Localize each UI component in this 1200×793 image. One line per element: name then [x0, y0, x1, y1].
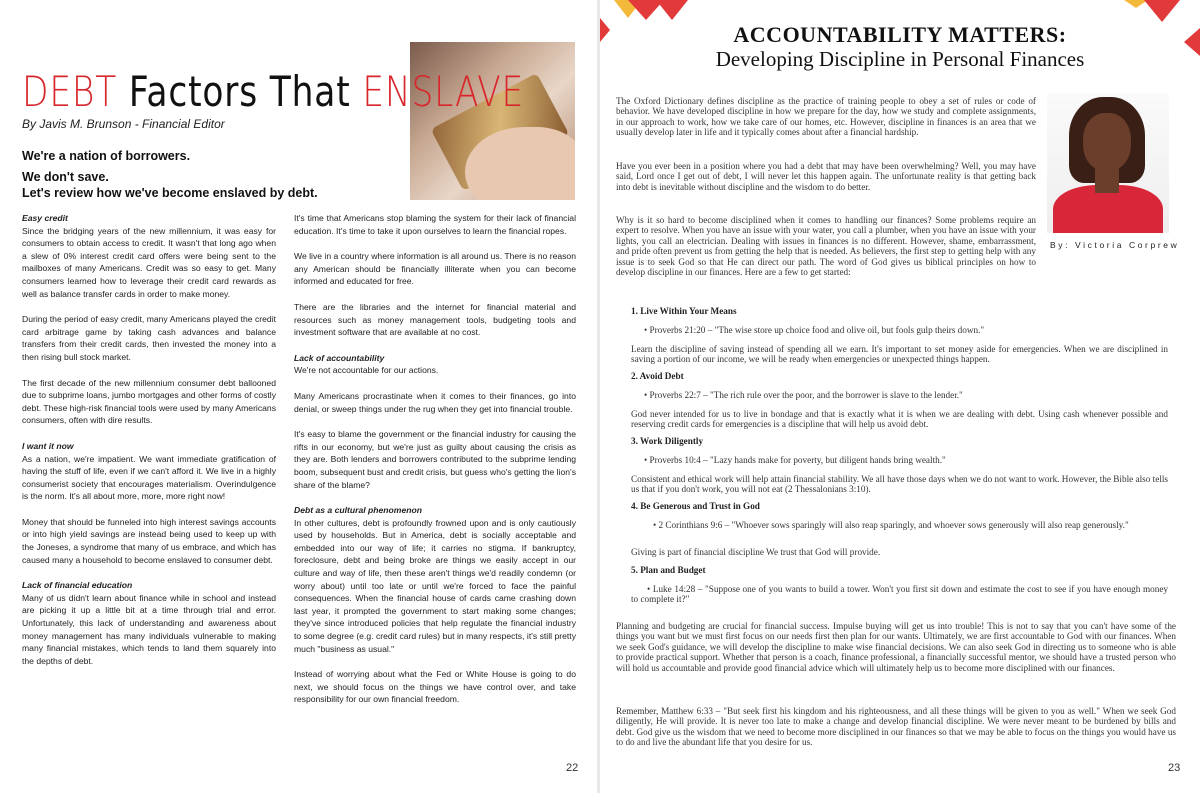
paragraph-text: During the period of easy credit, many Americans played the credit card arbitrage game by taking cash advances and balance transfers from their credit cards, then invested the money into a then rising bull stock market. — [22, 314, 276, 362]
lead-line: We don't save. — [22, 170, 109, 184]
article-paragraph — [294, 212, 576, 237]
article-paragraph — [22, 440, 276, 503]
step-text: God never intended for us to live in bondage and that is exactly what it is when we are dealing with debt. Using cash whenever possible and reserving credit cards for emergencies is a discipline that will help us avoid debt. — [631, 409, 1168, 430]
paragraph-text: It's time that Americans stop blaming the system for their lack of financial education. It's time to take it upon ourselves to learn the financial ropes. — [294, 213, 576, 236]
author-photo — [1047, 93, 1169, 233]
paragraph-text: The first decade of the new millennium consumer debt ballooned due to subprime loans, jumbo mortgages and other forms of costly debt. These high-risk financial tools were used by many Americans consumers, often with dire results. — [22, 377, 276, 426]
step-verse: • Proverbs 10:4 – "Lazy hands make for poverty, but diligent hands bring wealth." — [644, 455, 946, 465]
step-heading: 2. Avoid Debt — [631, 371, 684, 381]
step-text: Learn the discipline of saving instead of spending all we earn. It's important to set money aside for emergencies. When we are disciplined in saving a portion of our income, we will be ready when emergencies or unexpected things happen. — [631, 344, 1168, 365]
closing-paragraph: Remember, Matthew 6:33 – "But seek first his kingdom and his righteousness, and all these things will be given to you as well." When we seek God diligently, He will provide. It is never too late to make a change and develop financial discipline. We were never meant to be burdened by bills and debt. God give us the wisdom that we need to become more disciplined in our finances so that we may be able to focus on the things you would have us to do and live the abundant life that you desire for us. — [616, 706, 1176, 748]
article-title — [22, 66, 525, 118]
article-title: ACCOUNTABILITY MATTERS: — [733, 22, 1067, 47]
paragraph-text: There are the libraries and the internet for financial material and resources such as money management tools, budgeting tools and investment software that are available at no cost. — [294, 301, 576, 338]
title-enslave: ENSLAVE — [362, 67, 525, 116]
paragraph-text: We're not accountable for our actions. — [294, 365, 439, 376]
section-heading: Easy credit — [22, 213, 68, 223]
closing-paragraph: Planning and budgeting are crucial for financial success. Impulse buying will get us into trouble! This is not to say that you can't have some of the things you want but we must first focus on our needs first then plan for our wants. Ultimately, we are first accountable to God with our finances. When we seek God's guidance, we will develop the discipline to make wise financial decisions. We can also seek God in directing us to someone who is able to provide practical support. Whether that person is a coach, finance professional, a financially successful mentor, we should have a trusted person who will hold us accountable and provide good financial advice which will ultimately help us to become more disciplined with our finances. — [616, 621, 1176, 673]
lead-line: We're a nation of borrowers. — [22, 149, 191, 163]
article-paragraph — [294, 301, 576, 339]
paragraph-text: Since the bridging years of the new millennium, it was easy for consumers to obtain access to credit. It wasn't that long ago when a slew of 0% interest credit card offers were being sent to the mailboxes of many Americans. Credit was so easy to get. Many consumers learned how to leverage their credit card rewards as well as balance transfer cards in order to make money. — [22, 225, 276, 299]
section-heading: I want it now — [22, 440, 74, 451]
lead-line: Let's review how we've become enslaved by debt. — [22, 186, 318, 200]
article-paragraph — [22, 516, 276, 566]
step-heading: 3. Work Diligently — [631, 436, 704, 446]
page-number: 23 — [1168, 762, 1181, 774]
step-verse: • 2 Corinthians 9:6 – "Whoever sows sparingly will also reap sparingly, and whoever sows generously will also reap generously." — [653, 520, 1129, 530]
paragraph-text: Many Americans procrastinate when it comes to their finances, go into denial, or sweep things under the rug when they get into financial trouble. — [294, 390, 576, 414]
paragraph-text: It's easy to blame the government or the financial industry for causing the rifts in our economy, but we're just as guilty about causing the crisis as they are. Both lenders and borrowers contributed to the subprime lending boom, subsequent bust and credit crisis, but guess who's getting the lion's share of the blame? — [294, 429, 576, 490]
intro-paragraph: The Oxford Dictionary defines discipline as the practice of training people to obey a set of rules or code of behavior. We have developed discipline in how we prepare for the day, how we study and complete assignments, in our approach to work, how we take care of our homes, etc. However, discipline in finances is an area that we usually develop later in life and it typically comes about after a financial hardship. — [616, 96, 1036, 138]
step-text: Consistent and ethical work will help attain financial stability. We all have those days when we do not want to work. However, the Bible also tells us that if you don't work, you will not eat (2 Thessalonians 3:10). — [631, 474, 1168, 495]
article-paragraph — [294, 668, 576, 706]
step-verse: • Proverbs 21:20 – "The wise store up choice food and olive oil, but fools gulp theirs down." — [644, 325, 985, 335]
section-heading: Lack of financial education — [22, 580, 133, 591]
intro-paragraph: Have you ever been in a position where you had a debt that may have been overwhelming? Well, you may have said, Lord once I get out of debt, I will never let this happen again. The unfortunate reality is that getting back into debt is inevitable without discipline and the wisdom to do better. — [616, 161, 1036, 192]
step-heading: 5. Plan and Budget — [631, 565, 706, 575]
section-heading: Lack of accountability — [294, 352, 385, 363]
paragraph-text: As a nation, we're impatient. We want immediate gratification of having the stuff of life, even if we can't afford it. We live in a highly consumerist society that encourages materialism. Overindulgence is the norm. It's all about more, more, more right now! — [22, 453, 276, 502]
intro-paragraph: Why is it so hard to become disciplined when it comes to handling our finances? Some problems require an expert to resolve. When you have an issue with your water, you call a plumber, when you have an issue with your lights, you call an electrician. Dealing with issues in finances is no different. However, shame, embarrassment, and pride often prevent us from getting the help that is needed. As believers, the first step to getting help with any issue is to seek God so that He can direct our path. The word of God gives us biblical principles on how to develop discipline in our finances. Here are a few to get started: — [616, 215, 1036, 278]
step-verse: • Proverbs 22:7 – "The rich rule over the poor, and the borrower is slave to the lender." — [644, 390, 963, 400]
lead-text — [22, 148, 318, 201]
article-subtitle: Developing Discipline in Personal Finances — [715, 47, 1085, 71]
title-debt: DEBT — [22, 67, 118, 116]
left-page — [0, 0, 597, 793]
decor-triangle — [656, 0, 688, 20]
paragraph-text: In other cultures, debt is profoundly frowned upon and is only cautiously used by households. But in America, debt is socially acceptable and embedded into our way of life; it carries no stigma. If bankruptcy, foreclosure, debt and being broke are things we easily accept in our culture and way of life, then these aren't things we'd readily condemn (or worry about) until too late or until we're forced to face the painful consequences. When the financial house of cards came crashing down last year, it prompted the government to start making some changes; they've since introduced policies that help regulate the financial industry to some degree (e.g. credit card rules) but in many respects, it's still pretty much "business as usual." — [294, 517, 576, 654]
article-paragraph — [294, 504, 576, 655]
paragraph-text: We live in a country where information is all around us. There is no reason any American should be financially illiterate when you can become informed and educated for free. — [294, 251, 576, 287]
article-paragraph — [294, 250, 576, 288]
right-page — [600, 0, 1200, 793]
article-paragraph — [22, 313, 276, 363]
article-paragraph — [22, 579, 276, 667]
decor-triangle — [1144, 0, 1180, 22]
byline: By Javis M. Brunson - Financial Editor — [22, 117, 225, 131]
step-heading: 1. Live Within Your Means — [631, 306, 737, 316]
column-1 — [22, 212, 276, 680]
title-middle: Factors That — [117, 67, 363, 116]
article-paragraph — [22, 212, 276, 300]
byline: By: Victoria Corprew — [1050, 240, 1180, 250]
paragraph-text: Money that should be funneled into high interest savings accounts or into high yield savings are instead being used to keep up with the Joneses, a syndrome that many of us embrace, and which has caused many a household to become enslaved to consumer debt. — [22, 516, 276, 565]
column-2 — [294, 212, 576, 719]
article-paragraph — [294, 390, 576, 415]
step-heading: 4. Be Generous and Trust in God — [631, 501, 760, 511]
paragraph-text: Instead of worrying about what the Fed or White House is going to do next, we should focus on the things we have control over, and take responsibility for our own financial freedom. — [294, 669, 576, 705]
page-number: 22 — [566, 762, 579, 774]
step-verse: • Luke 14:28 – "Suppose one of you wants to build a tower. Won't you first sit down and estimate the cost to see if you have enough money to complete it?" — [631, 584, 1168, 605]
paragraph-text: Many of us didn't learn about finance while in school and instead are picking it up a little bit at a time through trial and error. Unfortunately, this lack of understanding and awareness about money management has many individuals vulnerable to making many financial mistakes, which tends to land them squarely into the depths of debt. — [22, 592, 276, 666]
article-paragraph — [22, 377, 276, 427]
article-paragraph — [294, 352, 576, 377]
step-text: Giving is part of financial discipline We trust that God will provide. — [631, 547, 881, 557]
section-heading: Debt as a cultural phenomenon — [294, 505, 422, 516]
article-paragraph — [294, 428, 576, 491]
credit-card-photo — [410, 42, 575, 200]
